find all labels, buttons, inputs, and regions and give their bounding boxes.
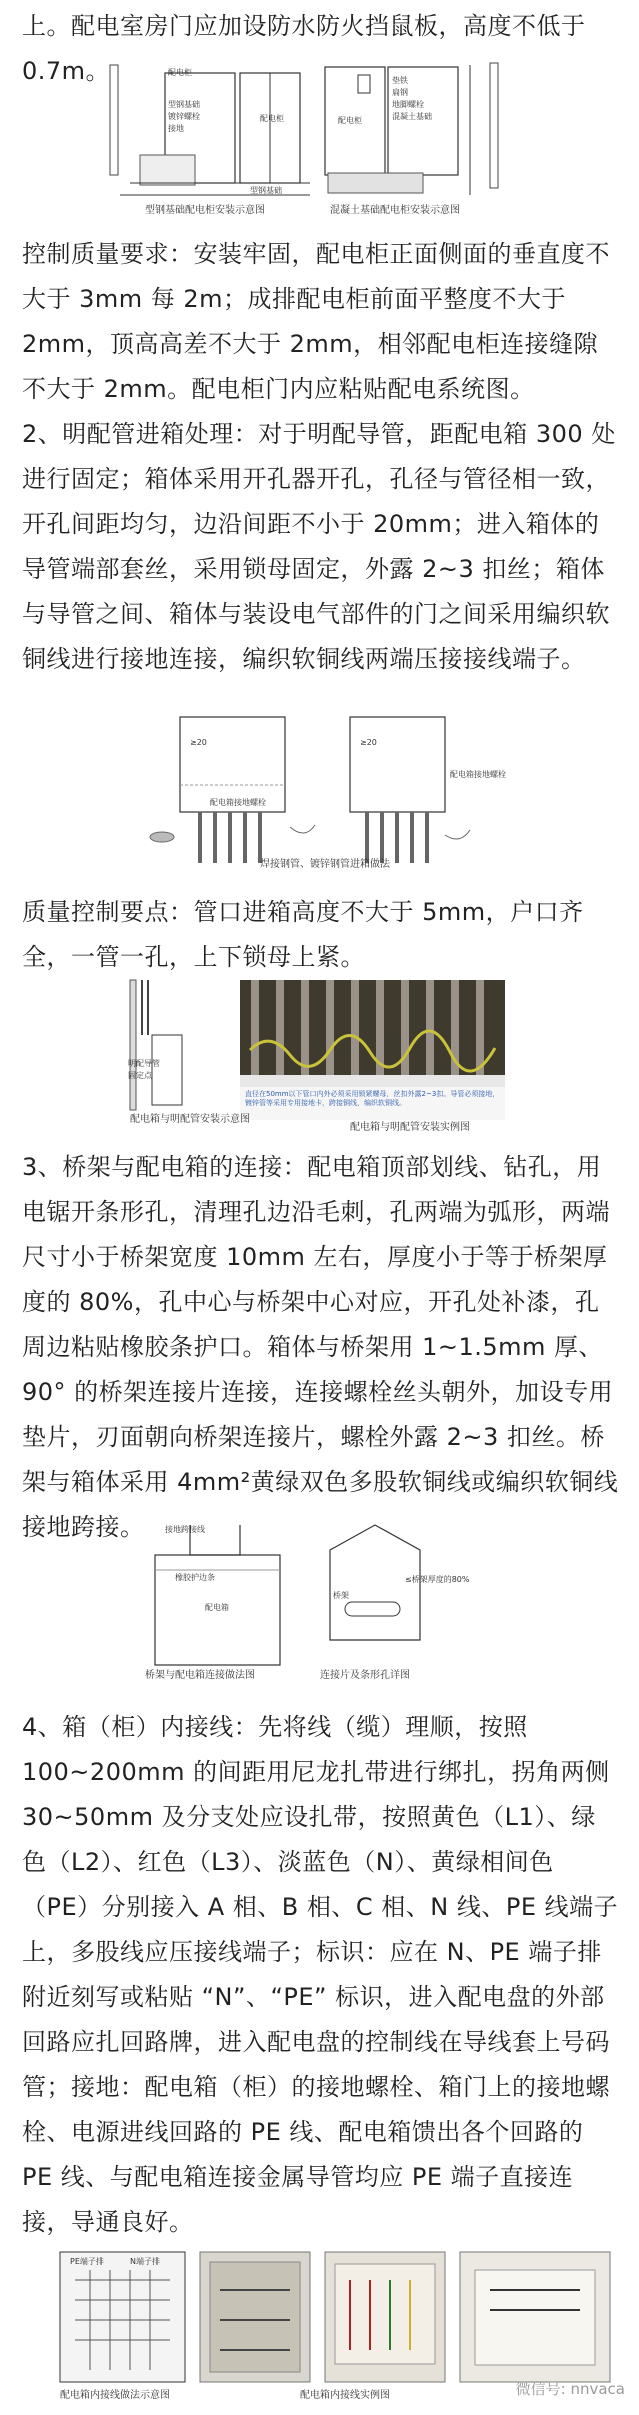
label-frame-2: 型钢基础: [250, 186, 282, 195]
label-flat: 扁钢: [392, 88, 408, 97]
label-fix: 固定点: [128, 1071, 152, 1080]
label-pe: PE端子排: [70, 2257, 104, 2266]
label-tray: 接地跨接线: [165, 1525, 205, 1534]
label-gasket: 垫铁: [392, 76, 408, 85]
wiring-sketch-box: [60, 2252, 185, 2382]
steel-frame-base: [140, 155, 195, 185]
caption-fig4-right: 连接片及条形孔详图: [320, 1670, 410, 1681]
label-n: N端子排: [130, 2257, 160, 2266]
caption-fig1-right: 混凝土基础配电柜安装示意图: [330, 205, 460, 216]
paragraph-6: 4、箱（柜）内接线：先将线（缆）理顺，按照 100~200mm 的间距用尼龙扎带进行绑扎，拐角两侧 30~50mm 及分支处应设扎带，按照黄色（L1）、绿色（L2）、红色（L3）、淡蓝色（N）、黄绿相间色（PE）分别接入 A 相、B 相、C 相、N 线、PE 线端子上，多股线应压接线端子；标识：应在 N、PE 端子排附近刻写或粘贴 “N”、“PE” 标识，进入配电盘的外部回路应扎回路牌，进入配电盘的控制线在导线套上号码管；接地：配电箱（柜）的接地螺栓、箱门上的接地螺栓、电源进线回路的 PE 线、配电箱馈出各个回路的 PE 线、与配电箱连接金属导管均应 PE 端子直接连接，导通良好。: [22, 1713, 619, 2236]
conduit-entry-diagram: [145, 715, 506, 870]
label-bolt: 镀锌螺栓: [168, 112, 200, 121]
caption-fig5-right: 配电箱内接线实例图: [300, 2390, 390, 2401]
label-thick: ≤桥架厚度的80%: [405, 1575, 470, 1584]
label-bolt: 配电箱接地螺栓: [210, 798, 266, 807]
label-frame: 型钢基础: [168, 100, 200, 109]
photo-annotation: 直径在50mm以下管口内外必须采用锁紧螺母，丝扣外露2~3扣。导管必须接地，镀锌管等采用专用接地卡，跨接铜线，编织软铜线。: [245, 1090, 500, 1107]
tray-connection-diagram: [145, 1520, 485, 1680]
caption-fig5-left: 配电箱内接线做法示意图: [60, 2390, 170, 2401]
watermark: 微信号: nnvaca: [515, 2380, 625, 2398]
label-cabinet: 配电柜: [168, 68, 192, 77]
paragraph-1: 上。配电室房门应加设防水防火挡鼠板，高度不低于 0.7m。: [22, 12, 586, 85]
exposed-pipe-figure: [128, 980, 510, 1133]
box-right: [350, 717, 445, 812]
cabinet-installation-diagram: [110, 55, 530, 215]
label-dim2: ≥20: [360, 738, 377, 747]
concrete-base: [328, 173, 423, 193]
label-ground: 接地: [168, 124, 184, 133]
cabinet-installation-figure: [110, 55, 530, 215]
label-concrete: 混凝土基础: [392, 112, 432, 121]
label-box: 配电箱: [205, 1603, 229, 1612]
label-rubber: 橡胶护边条: [175, 1573, 215, 1582]
caption-fig3-left: 配电箱与明配管安装示意图: [130, 1114, 250, 1125]
tray-connection-figure: [145, 1520, 485, 1680]
caption-fig4-left: 桥架与配电箱连接做法图: [145, 1670, 255, 1681]
label-pipe: 明配导管: [128, 1059, 160, 1068]
wall-left: [110, 65, 118, 175]
label-bolt-2: 配电箱接地螺栓: [450, 770, 506, 779]
label-anchor: 地脚螺栓: [392, 100, 424, 109]
paragraph-4: 质量控制要点：管口进箱高度不大于 5mm，户口齐全，一管一孔，上下锁母上紧。: [22, 898, 584, 971]
conduit-entry-figure: [145, 715, 506, 870]
label-dim1: ≥20: [190, 738, 207, 747]
caption-fig3-right: 配电箱与明配管安装实例图: [350, 1122, 470, 1133]
paragraph-3: 2、明配管进箱处理：对于明配导管，距配电箱 300 处进行固定；箱体采用开孔器开孔，孔径与管径相一致，开孔间距均匀，边沿间距不小于 20mm；进入箱体的导管端部套丝，采用锁母固定，外露 2~3 扣丝；箱体与导管之间、箱体与装设电气部件的门之间采用编织软铜线进行接地连接，编织软铜线两端压接接线端子。: [22, 420, 616, 673]
caption-fig2: 焊接钢管、镀锌钢管进箱做法: [260, 859, 390, 870]
label-cabinet-2: 配电柜: [260, 114, 284, 123]
paragraph-5: 3、桥架与配电箱的连接：配电箱顶部划线、钻孔，用电锯开条形孔，清理孔边沿毛刺，孔两端为弧形，两端尺寸小于桥架宽度 10mm 左右，厚度小于等于桥架厚度的 80%，孔中心与桥架中心对应，开孔处补漆，孔周边粘贴橡胶条护口。箱体与桥架用 1~1.5mm 厚、90° 的桥架连接片连接，连接螺栓丝头朝外，加设专用垫片，刃面朝向桥架连接片，螺栓外露 2~3 扣丝。桥架与箱体采用 4mm²黄绿双色多股软铜线或编织软铜线接地跨接。: [22, 1153, 619, 1541]
paragraph-2: 控制质量要求：安装牢固，配电柜正面侧面的垂直度不大于 3mm 每 2m；成排配电柜前面平整度不大于 2mm，顶高高差不大于 2mm，相邻配电柜连接缝隙不大于 2mm。配电柜门内应粘贴配电系统图。: [22, 240, 610, 403]
caption-fig1-left: 型钢基础配电柜安装示意图: [145, 205, 265, 216]
label-hole: 桥架: [333, 1591, 349, 1600]
label-cabinet-right: 配电柜: [338, 116, 362, 125]
box-sketch: [152, 1035, 182, 1105]
